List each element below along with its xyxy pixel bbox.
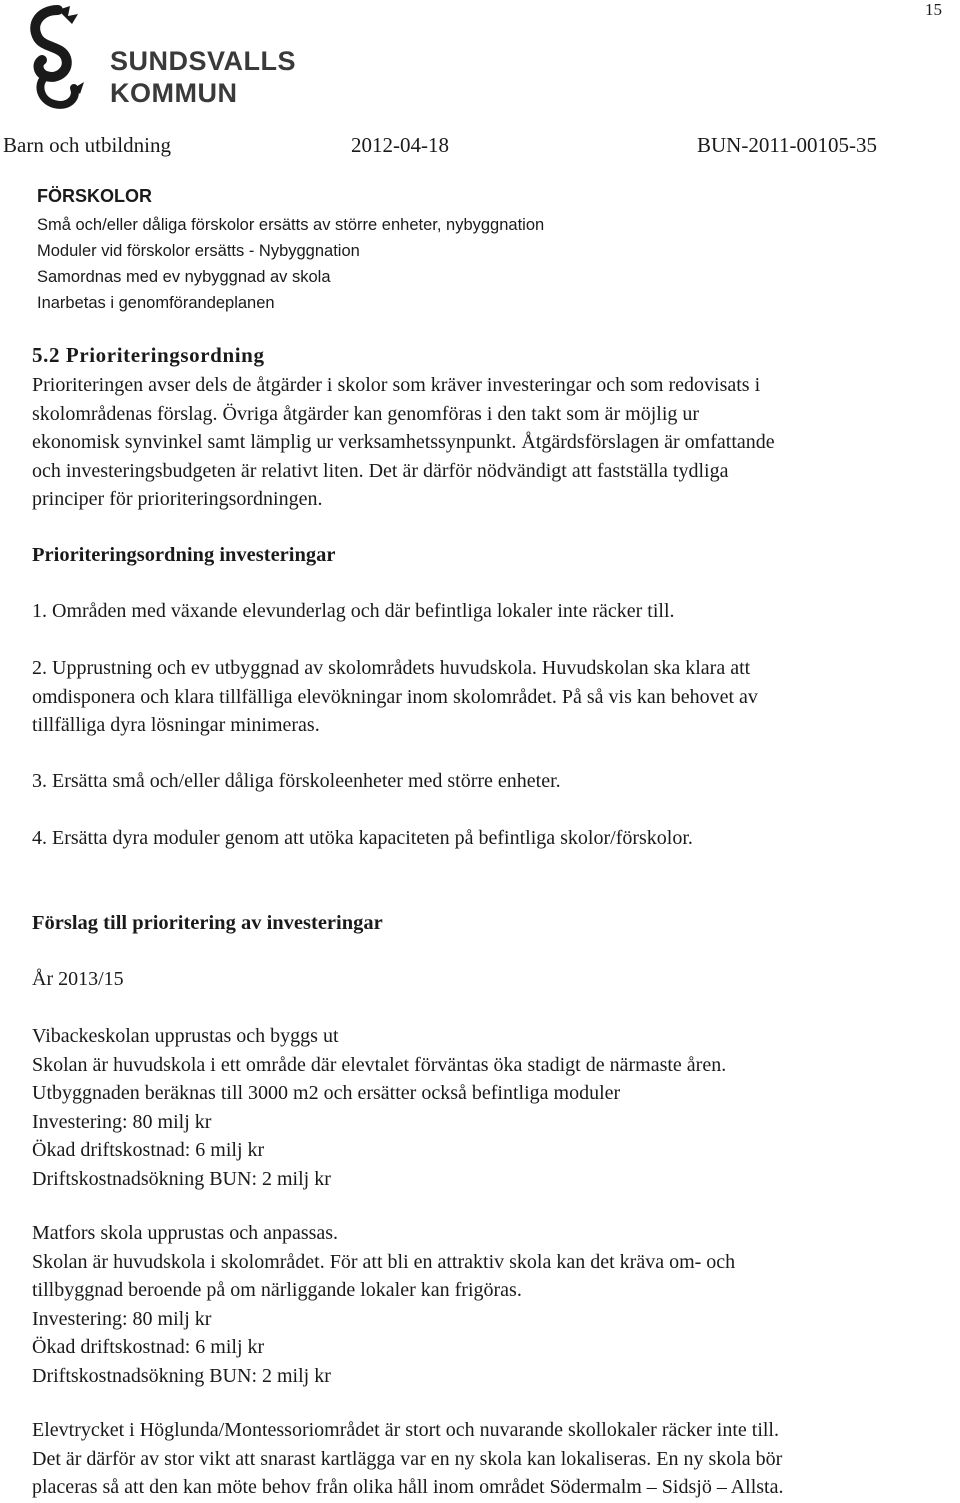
header-reference: BUN-2011-00105-35	[697, 133, 878, 157]
header-date: 2012-04-18	[351, 133, 449, 157]
paragraph-line: Skolan är huvudskola i skolområdet. För att bli en attraktiv skola kan det kräva om- och	[32, 1250, 736, 1273]
paragraph-line: Ökad driftskostnad: 6 milj kr	[32, 1336, 265, 1359]
section-5-2-paragraph	[32, 371, 932, 514]
paragraph-line: Skolan är huvudskola i ett område där elevtalet förväntas öka stadigt de närmaste åren.	[32, 1053, 727, 1076]
forskolor-line: Moduler vid förskolor ersätts - Nybyggnation	[37, 242, 360, 260]
paragraph-line: 2. Upprustning och ev utbyggnad av skolområdets huvudskola. Huvudskolan ska klara att	[32, 657, 751, 679]
paragraph-line: Matfors skola upprustas och anpassas.	[32, 1222, 339, 1244]
paragraph-line: principer för prioriteringsordningen.	[32, 488, 323, 511]
paragraph-line: Prioriteringen avser dels de åtgärder i skolor som kräver investeringar och som redovisats i	[32, 374, 761, 396]
paragraph-line: Driftskostnadsökning BUN: 2 milj kr	[32, 1364, 331, 1387]
proposal-block-hoglunda	[32, 1416, 784, 1502]
paragraph-line: ekonomisk synvinkel samt lämplig ur verksamhetssynpunkt. Åtgärdsförslagen är omfattande	[32, 431, 775, 454]
paragraph-line: Utbyggnaden beräknas till 3000 m2 och ersätter också befintliga moduler	[32, 1082, 621, 1105]
paragraph-line: Elevtrycket i Höglunda/Montessoriområdet är stort och nuvarande skollokaler räcker inte till.	[32, 1419, 779, 1441]
paragraph-line: placeras så att den kan möte behov från olika håll inom området Södermalm – Sidsjö – Allsta.	[32, 1476, 784, 1499]
paragraph-line: Ökad driftskostnad: 6 milj kr	[32, 1139, 265, 1162]
sundsvall-kommun-logo	[18, 4, 297, 124]
priority-item-2	[32, 654, 758, 740]
seahorse-emblem-icon	[18, 4, 98, 124]
priority-item-3: 3. Ersätta små och/eller dåliga förskoleenheter med större enheter.	[32, 770, 561, 792]
paragraph-line: Investering: 80 milj kr	[32, 1307, 212, 1330]
paragraph-line: omdisponera och klara tillfälliga elevökningar inom skolområdet. På så vis kan behovet av	[32, 685, 758, 708]
forskolor-line: Inarbetas i genomförandeplanen	[37, 294, 275, 312]
paragraph-line: tillbyggnad beroende på om närliggande lokaler kan frigöras.	[32, 1279, 522, 1302]
paragraph-line: tillfälliga dyra lösningar minimeras.	[32, 714, 320, 737]
paragraph-line: Investering: 80 milj kr	[32, 1110, 212, 1133]
priority-item-4: 4. Ersätta dyra moduler genom att utöka kapaciteten på befintliga skolor/förskolor.	[32, 827, 693, 849]
section-heading-5-2: 5.2 Prioriteringsordning	[32, 343, 265, 367]
forskolor-line: Samordnas med ev nybyggnad av skola	[37, 268, 331, 286]
forskolor-title: FÖRSKOLOR	[37, 186, 152, 206]
proposal-year: År 2013/15	[32, 968, 124, 990]
proposal-heading: Förslag till prioritering av investeringar	[32, 912, 383, 934]
logo-text-line2: KOMMUN	[110, 78, 238, 108]
priority-item-1: 1. Områden med växande elevunderlag och där befintliga lokaler inte räcker till.	[32, 600, 675, 622]
paragraph-line: Vibackeskolan upprustas och byggs ut	[32, 1025, 339, 1047]
paragraph-line: skolområdenas förslag. Övriga åtgärder kan genomföras i den takt som är möjlig ur	[32, 402, 700, 425]
header-department: Barn och utbildning	[3, 133, 171, 157]
forskolor-line: Små och/eller dåliga förskolor ersätts av större enheter, nybyggnation	[37, 216, 545, 234]
priority-heading: Prioriteringsordning investeringar	[32, 544, 336, 566]
logo-text-line1: SUNDSVALLS	[110, 46, 297, 76]
paragraph-line: Det är därför av stor vikt att snarast kartlägga var en ny skola kan lokaliseras. En ny skola bör	[32, 1447, 783, 1470]
proposal-block-vibackeskolan	[32, 1022, 726, 1194]
paragraph-line: och investeringsbudgeten är relativt liten. Det är därför nödvändigt att fastställa tydliga	[32, 459, 729, 482]
paragraph-line: Driftskostnadsökning BUN: 2 milj kr	[32, 1167, 331, 1190]
proposal-block-matfors	[32, 1219, 735, 1391]
page-number: 15	[925, 0, 942, 19]
